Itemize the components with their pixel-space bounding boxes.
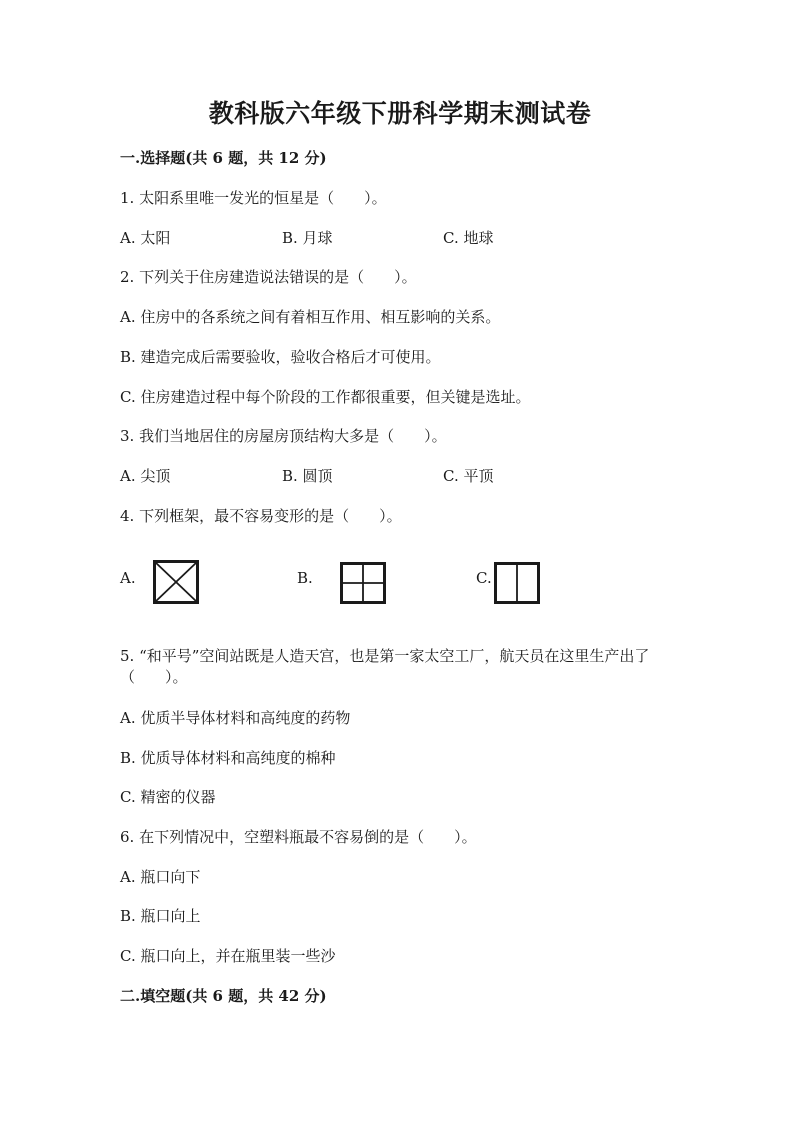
question-3-option-b: B. 圆顶 [282,467,333,485]
question-4-text: 4. 下列框架，最不容易变形的是（ ）。 [120,507,402,525]
question-5-option-b: B. 优质导体材料和高纯度的棉种 [120,749,336,767]
question-5-text: 5. “和平号”空间站既是人造天宫，也是第一家太空工厂，航天员在这里生产出了（ ）。 [120,647,650,686]
question-1-option-a: A. 太阳 [120,229,171,247]
question-2-option-a: A. 住房中的各系统之间有着相互作用、相互影响的关系。 [120,308,501,326]
frame-vertical-divider-icon [494,562,540,604]
question-5-option-c: C. 精密的仪器 [120,788,216,806]
frame-grid-cross-icon [340,562,386,604]
section-heading-fill-blank: 二.填空题(共 6 题，共 42 分) [120,987,327,1005]
question-6-option-c: C. 瓶口向上，并在瓶里装一些沙 [120,947,336,965]
question-1-text: 1. 太阳系里唯一发光的恒星是（ ）。 [120,189,387,207]
section-heading-choice: 一.选择题(共 6 题，共 12 分) [120,149,327,167]
question-4-option-a: A. [120,569,136,587]
question-6-option-a: A. 瓶口向下 [120,868,201,886]
question-2-text: 2. 下列关于住房建造说法错误的是（ ）。 [120,268,417,286]
frame-diagonal-cross-icon [153,560,199,604]
question-3-option-a: A. 尖顶 [120,467,171,485]
question-4-option-b: B. [297,569,313,587]
question-6-text: 6. 在下列情况中，空塑料瓶最不容易倒的是（ ）。 [120,828,477,846]
question-1-option-c: C. 地球 [443,229,494,247]
question-2-option-b: B. 建造完成后需要验收，验收合格后才可使用。 [120,348,441,366]
question-3-option-c: C. 平顶 [443,467,494,485]
question-3-text: 3. 我们当地居住的房屋房顶结构大多是（ ）。 [120,427,447,445]
page-title: 教科版六年级下册科学期末测试卷 [208,99,592,128]
question-2-option-c: C. 住房建造过程中每个阶段的工作都很重要，但关键是选址。 [120,388,531,406]
question-5-option-a: A. 优质半导体材料和高纯度的药物 [120,709,351,727]
question-4-option-c: C. [476,569,492,587]
question-6-option-b: B. 瓶口向上 [120,907,201,925]
question-1-option-b: B. 月球 [282,229,333,247]
